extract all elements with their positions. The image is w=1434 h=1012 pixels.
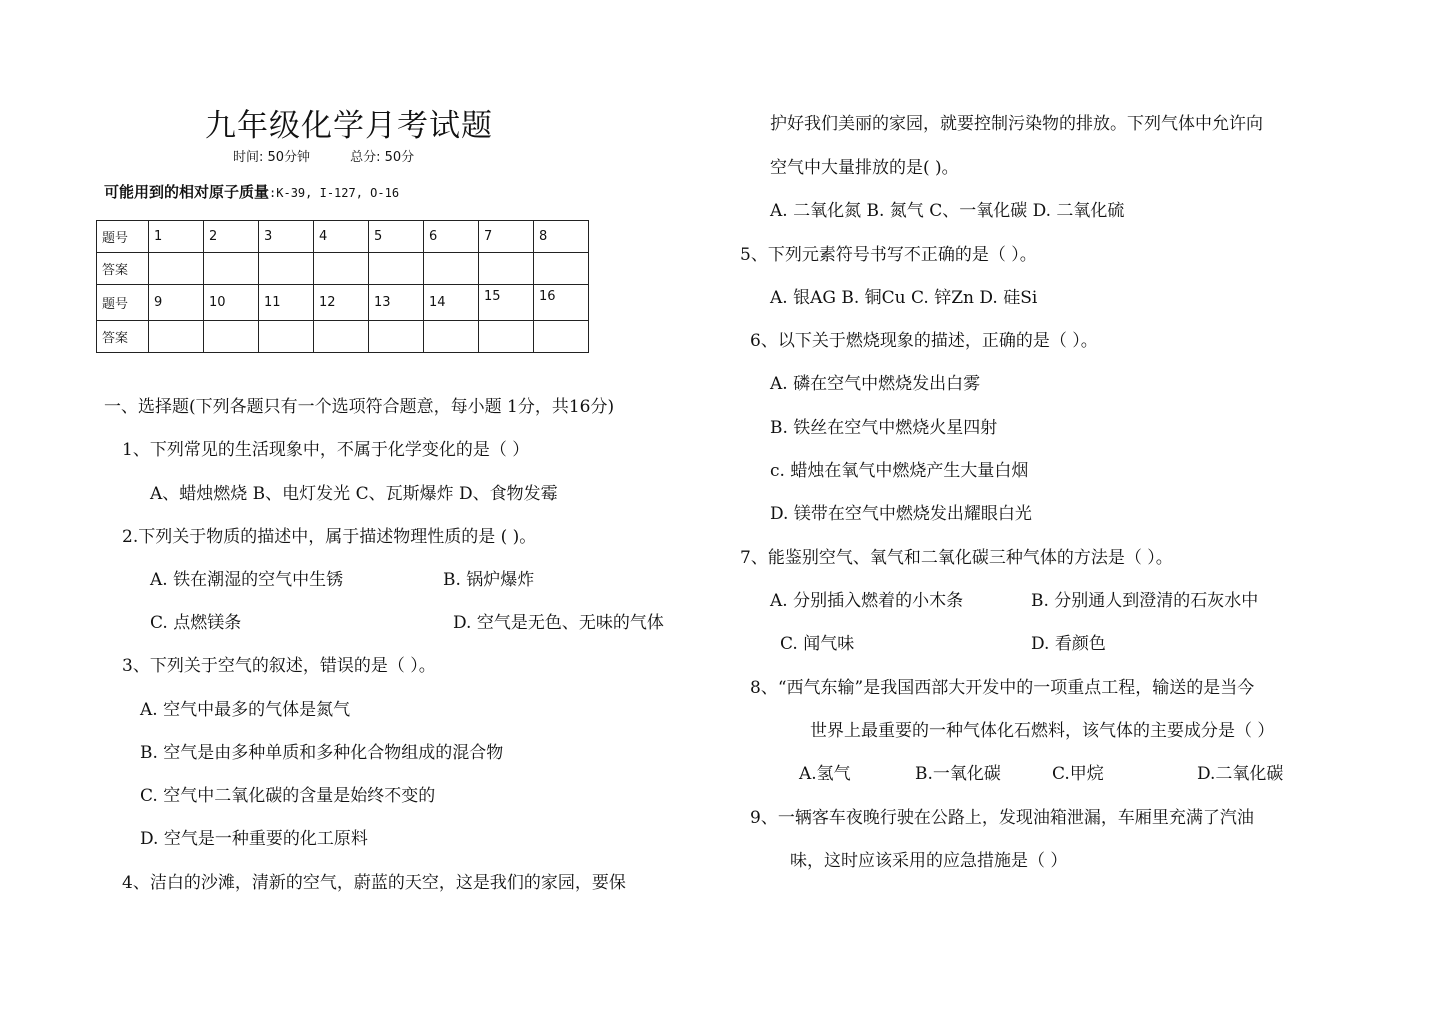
answer-cell[interactable] [314, 321, 369, 353]
answer-cell[interactable] [424, 253, 479, 285]
table-row [97, 221, 589, 253]
question-6-option-b: B. 铁丝在空气中燃烧火星四射 [770, 418, 998, 438]
question-7: 7、能鉴别空气、氧气和二氧化碳三种气体的方法是（ ）。 [740, 548, 1173, 568]
table-cell: 11 [259, 285, 314, 321]
table-cell: 9 [149, 285, 204, 321]
question-2-option-b: B. 锅炉爆炸 [443, 570, 535, 590]
answer-cell[interactable] [204, 253, 259, 285]
table-cell: 16 [534, 285, 589, 321]
question-7-option-c: C. 闻气味 [780, 634, 855, 654]
table-cell: 14 [424, 285, 479, 321]
table-cell: 5 [369, 221, 424, 253]
answer-cell[interactable] [424, 321, 479, 353]
exam-title: 九年级化学月考试题 [205, 108, 493, 144]
question-2-option-c: C. 点燃镁条 [150, 613, 242, 633]
question-4-continued: 护好我们美丽的家园，就要控制污染物的排放。下列气体中允许向 [770, 114, 1263, 134]
table-cell: 6 [424, 221, 479, 253]
exam-meta [233, 146, 414, 165]
table-cell: 10 [204, 285, 259, 321]
table-cell: 1 [149, 221, 204, 253]
answer-cell[interactable] [369, 253, 424, 285]
question-4: 4、洁白的沙滩，清新的空气，蔚蓝的天空，这是我们的家园，要保 [122, 873, 626, 893]
table-cell: 4 [314, 221, 369, 253]
question-7-option-b: B. 分别通人到澄清的石灰水中 [1031, 591, 1259, 611]
question-5: 5、下列元素符号书写不正确的是（ ）。 [740, 245, 1037, 265]
table-row [97, 285, 589, 321]
question-3: 3、下列关于空气的叙述，错误的是（ ）。 [122, 656, 436, 676]
question-8-option-c: C.甲烷 [1052, 764, 1104, 784]
question-9-continued: 味，这时应该采用的应急措施是（ ） [790, 851, 1068, 871]
table-cell: 2 [204, 221, 259, 253]
question-2: 2.下列关于物质的描述中，属于描述物理性质的是 ( )。 [122, 527, 537, 547]
question-3-option-c: C. 空气中二氧化碳的含量是始终不变的 [140, 786, 436, 806]
question-3-option-b: B. 空气是由多种单质和多种化合物组成的混合物 [140, 743, 504, 763]
question-4-options: A. 二氧化氮 B. 氮气 C、一氧化碳 D. 二氧化硫 [770, 201, 1125, 221]
answer-cell[interactable] [479, 253, 534, 285]
answer-cell[interactable] [534, 321, 589, 353]
atomic-mass-label: 可能用到的相对原子质量 [104, 183, 270, 201]
table-cell: 15 [479, 285, 534, 321]
exam-time: 时间: 50分钟 [233, 150, 311, 165]
question-4-continued-2: 空气中大量排放的是( )。 [770, 158, 959, 178]
answer-cell[interactable] [149, 253, 204, 285]
answer-cell[interactable] [259, 321, 314, 353]
atomic-mass-values: :K-39, I-127, O-16 [269, 186, 400, 200]
table-cell: 答案 [97, 253, 149, 285]
question-2-option-a: A. 铁在潮湿的空气中生锈 [150, 570, 344, 590]
answer-cell[interactable] [369, 321, 424, 353]
answer-cell[interactable] [149, 321, 204, 353]
question-6-option-c: c. 蜡烛在氧气中燃烧产生大量白烟 [770, 461, 1029, 481]
question-2-option-d: D. 空气是无色、无味的气体 [453, 613, 664, 633]
answer-cell[interactable] [314, 253, 369, 285]
table-cell: 题号 [97, 285, 149, 321]
answer-cell[interactable] [534, 253, 589, 285]
answer-cell[interactable] [259, 253, 314, 285]
question-5-options: A. 银AG B. 铜Cu C. 锌Zn D. 硅Si [770, 288, 1038, 308]
question-7-option-d: D. 看颜色 [1031, 634, 1106, 654]
question-3-option-d: D. 空气是一种重要的化工原料 [140, 829, 368, 849]
table-cell: 3 [259, 221, 314, 253]
table-cell: 题号 [97, 221, 149, 253]
atomic-mass-line [104, 181, 399, 202]
table-row [97, 321, 589, 353]
question-6: 6、以下关于燃烧现象的描述，正确的是（ ）。 [750, 331, 1098, 351]
table-cell: 13 [369, 285, 424, 321]
answer-table [96, 220, 589, 353]
question-6-option-a: A. 磷在空气中燃烧发出白雾 [770, 374, 981, 394]
table-cell: 8 [534, 221, 589, 253]
question-8-option-d: D.二氧化碳 [1197, 764, 1284, 784]
question-8-option-a: A.氢气 [799, 764, 851, 784]
question-3-option-a: A. 空气中最多的气体是氮气 [140, 700, 351, 720]
question-1-options: A、蜡烛燃烧 B、电灯发光 C、瓦斯爆炸 D、食物发霉 [150, 484, 558, 504]
question-8-option-b: B.一氧化碳 [915, 764, 1001, 784]
section-heading: 一、选择题(下列各题只有一个选项符合题意，每小题 1分，共16分) [104, 397, 615, 417]
table-row [97, 253, 589, 285]
table-cell: 12 [314, 285, 369, 321]
question-7-option-a: A. 分别插入燃着的小木条 [770, 591, 964, 611]
answer-cell[interactable] [479, 321, 534, 353]
question-9: 9、一辆客车夜晚行驶在公路上，发现油箱泄漏，车厢里充满了汽油 [750, 808, 1254, 828]
question-1: 1、下列常见的生活现象中，不属于化学变化的是（ ） [122, 440, 530, 460]
table-cell: 7 [479, 221, 534, 253]
answer-cell[interactable] [204, 321, 259, 353]
exam-total: 总分: 50分 [350, 150, 415, 165]
question-6-option-d: D. 镁带在空气中燃烧发出耀眼白光 [770, 504, 1032, 524]
question-8-continued: 世界上最重要的一种气体化石燃料，该气体的主要成分是（ ） [810, 721, 1275, 741]
table-cell: 答案 [97, 321, 149, 353]
question-8: 8、“西气东输”是我国西部大开发中的一项重点工程，输送的是当今 [750, 678, 1255, 698]
